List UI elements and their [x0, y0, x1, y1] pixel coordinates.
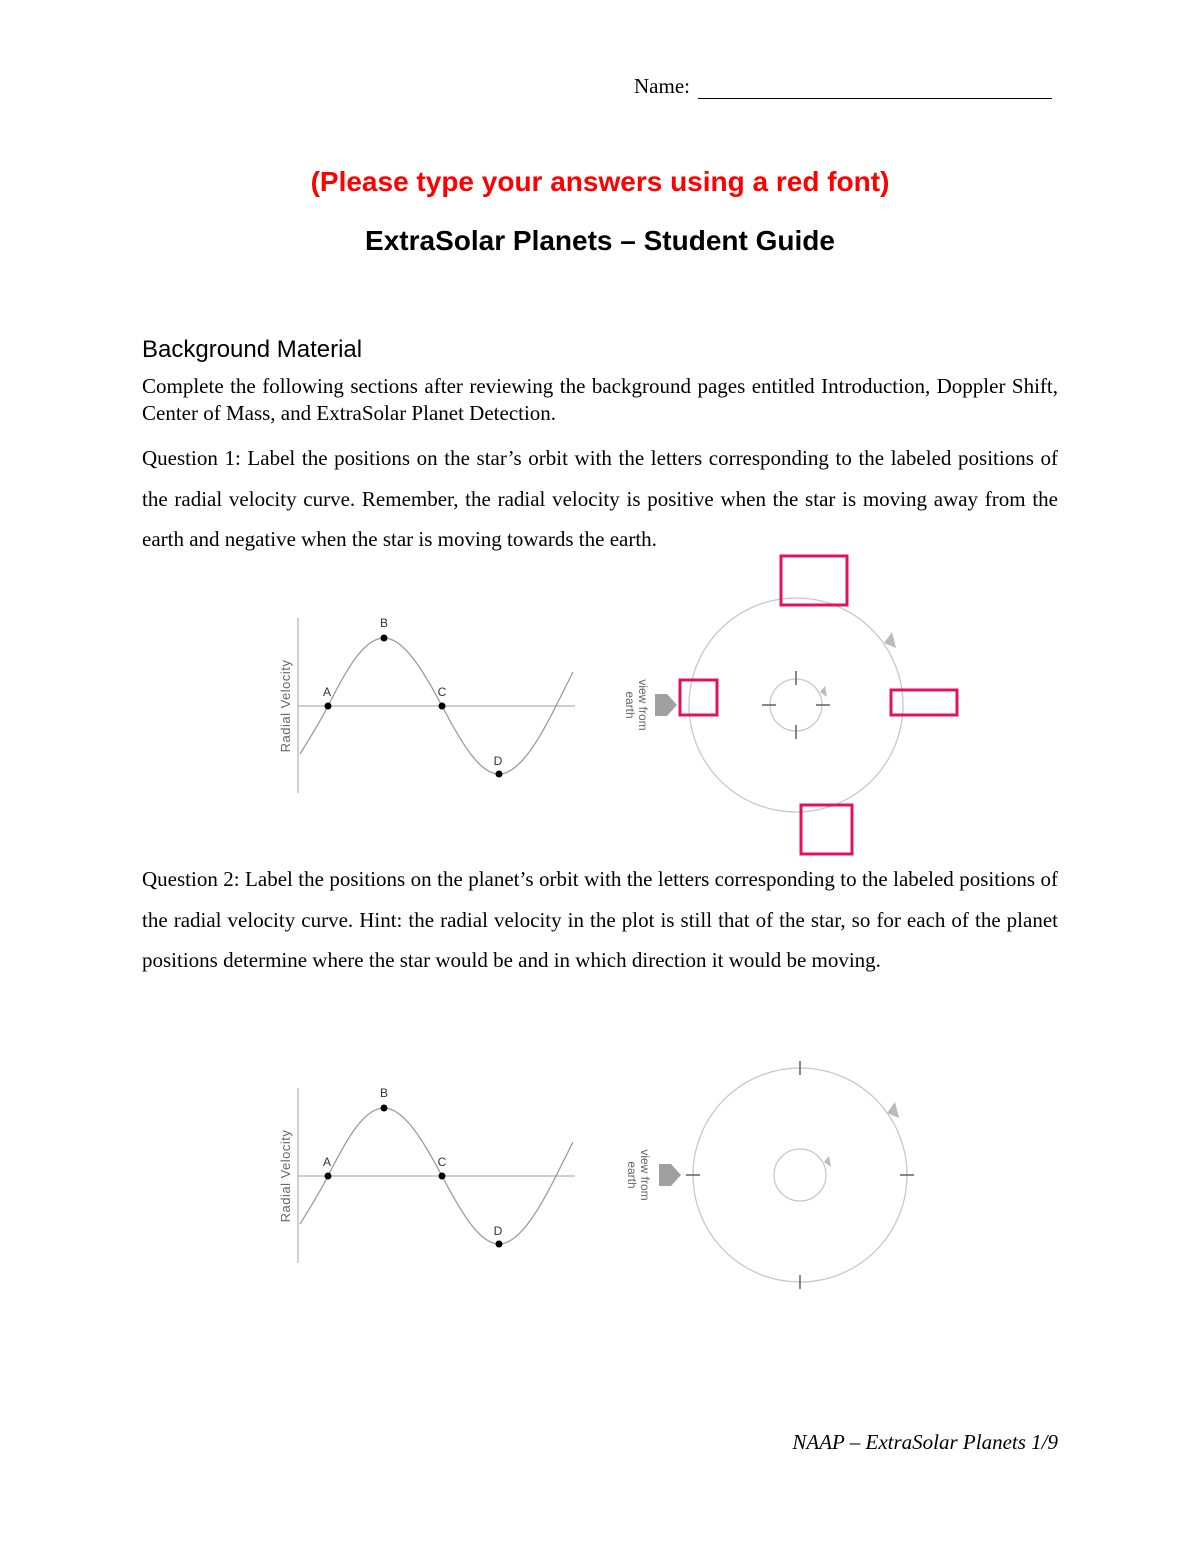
- answer-box-left[interactable]: [680, 680, 717, 715]
- label-d: D: [493, 754, 503, 768]
- label-d: D: [493, 1224, 503, 1238]
- label-a: A: [322, 685, 332, 699]
- name-field[interactable]: [698, 78, 1052, 99]
- instruction-text: (Please type your answers using a red font): [310, 166, 890, 197]
- point-b: [381, 1105, 388, 1112]
- answer-box-bottom[interactable]: [801, 805, 852, 854]
- point-a: [325, 1173, 332, 1180]
- view-from-earth-label: [625, 1149, 652, 1200]
- label-c: C: [437, 1155, 447, 1169]
- label-c: C: [437, 685, 447, 699]
- view-arrow-icon: [655, 694, 677, 716]
- y-axis-label: Radial Velocity: [278, 1129, 293, 1223]
- orbit-direction-arrow-icon: [884, 632, 896, 648]
- radial-velocity-plot-1: [270, 608, 590, 798]
- radial-velocity-plot-2: [270, 1078, 590, 1268]
- section-heading: Background Material: [142, 336, 363, 363]
- star-tick-marks: [762, 671, 830, 739]
- star-direction-arrow-icon: [824, 1156, 831, 1167]
- point-d: [496, 1241, 503, 1248]
- point-b: [381, 635, 388, 642]
- point-d: [496, 771, 503, 778]
- outer-orbit: [689, 598, 903, 812]
- star-orbit-diagram: [615, 550, 975, 860]
- label-a: A: [322, 1155, 332, 1169]
- svg-text:earth: earth: [623, 691, 637, 719]
- y-axis-label: Radial Velocity: [278, 659, 293, 753]
- page-title: ExtraSolar Planets – Student Guide: [365, 225, 835, 256]
- question-1-text: Question 1: Label the positions on the star’s orbit with the letters corresponding to the labeled positions of the radial velocity curve. Remember, the radial velocity is positive when the star is moving away from the earth and negative when the star is moving towards the earth.: [142, 446, 1058, 551]
- star-orbit: [770, 679, 822, 731]
- point-c: [439, 1173, 446, 1180]
- label-b: B: [379, 1086, 389, 1100]
- label-b: B: [379, 616, 389, 630]
- point-c: [439, 703, 446, 710]
- point-a: [325, 703, 332, 710]
- answer-box-right[interactable]: [891, 690, 957, 715]
- star-orbit: [774, 1149, 826, 1201]
- view-arrow-icon: [659, 1164, 681, 1186]
- planet-orbit-diagram: [615, 1055, 945, 1295]
- name-row: [634, 74, 1052, 99]
- svg-text:earth: earth: [625, 1161, 639, 1189]
- svg-text:view from: view from: [636, 679, 650, 731]
- view-from-earth-label: [623, 679, 650, 730]
- star-direction-arrow-icon: [820, 686, 827, 697]
- background-paragraph: Complete the following sections after reviewing the background pages entitled Introduction, Doppler Shift, Center of Mass, and ExtraSolar Planet Detection.: [142, 374, 1058, 425]
- svg-text:view from: view from: [638, 1149, 652, 1201]
- page-footer: NAAP – ExtraSolar Planets 1/9: [792, 1430, 1058, 1454]
- name-label: Name:: [634, 74, 690, 98]
- outer-orbit: [693, 1068, 907, 1282]
- orbit-tick-marks: [686, 1061, 914, 1289]
- question-2-text: Question 2: Label the positions on the planet’s orbit with the letters corresponding to the labeled positions of the radial velocity curve. Hint: the radial velocity in the plot is still that of the star, so for each of the planet positions determine where the star would be and in which direction it would be moving.: [142, 867, 1058, 972]
